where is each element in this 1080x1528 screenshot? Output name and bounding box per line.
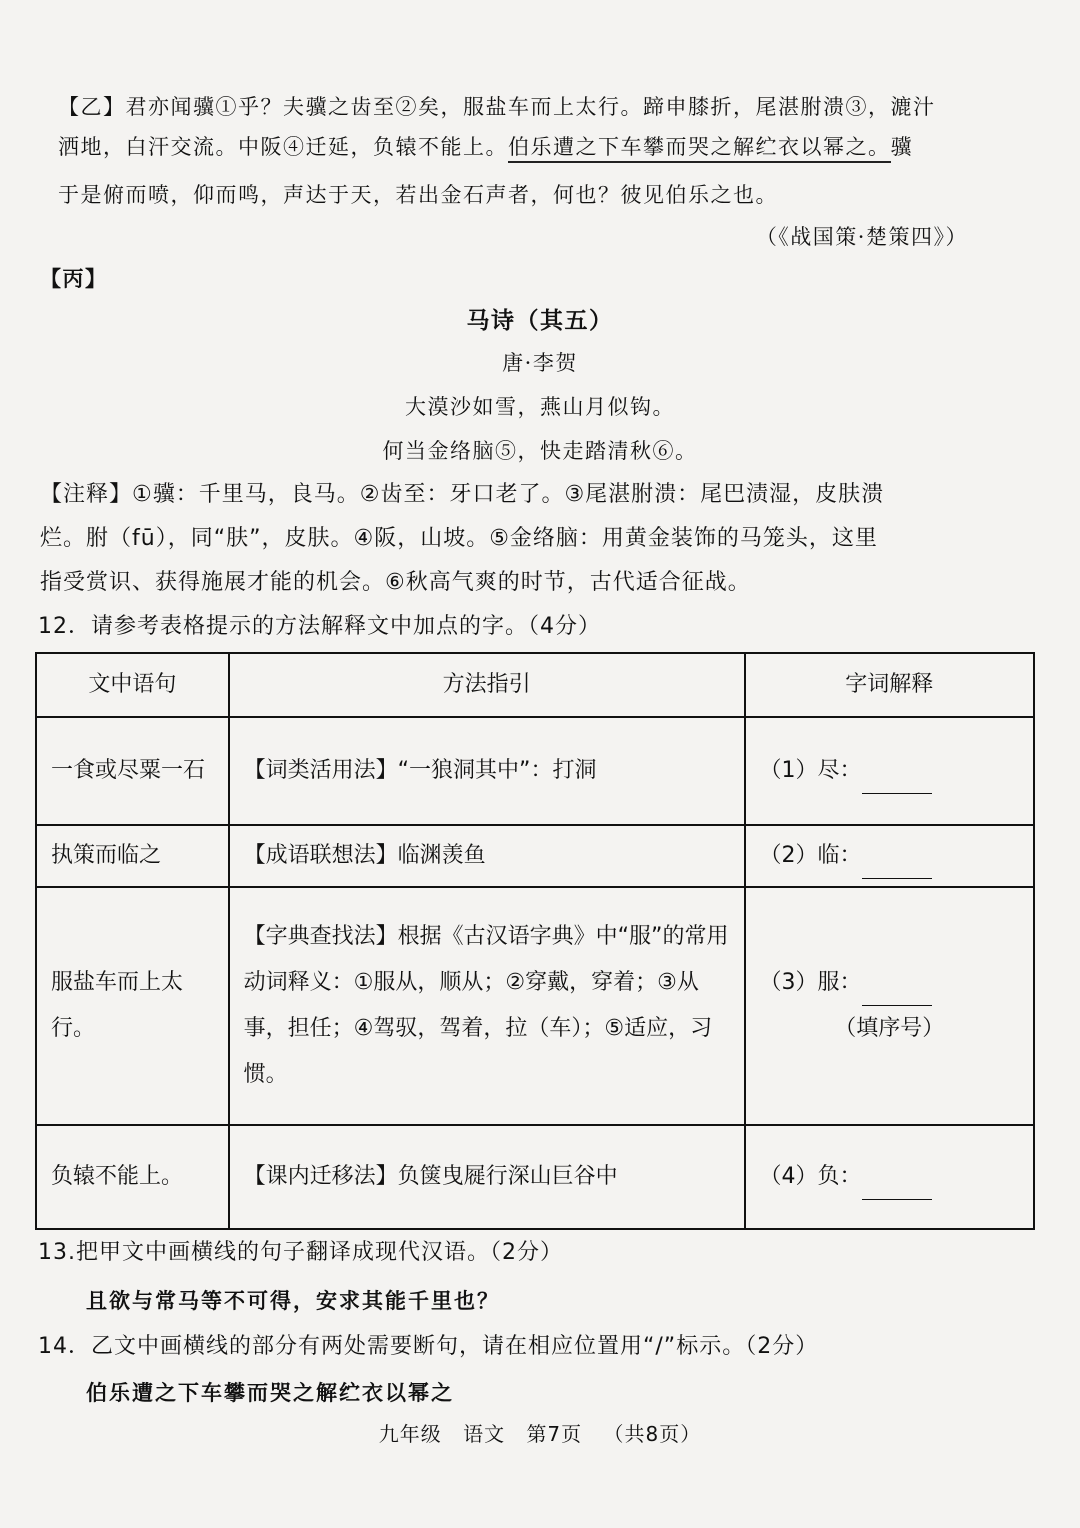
table-header-row: [36, 653, 1034, 717]
notes-line-3: 指受赏识、获得施展才能的机会。⑥秋高气爽的时节，古代适合征战。: [40, 570, 751, 595]
notes-line-2: 烂。胕（fū），同“肤”，皮肤。④阪，山坡。⑤金络脑：用黄金装饰的马笼头，这里: [40, 526, 878, 551]
table-row: [36, 1125, 1034, 1229]
question-13-sentence: 且欲与常马等不可得，安求其能千里也？: [86, 1288, 500, 1313]
cell-answer: [745, 717, 1034, 825]
question-14: 14．乙文中画横线的部分有两处需要断句，请在相应位置用“/”标示。（2分）: [38, 1334, 819, 1359]
passage-yi-line-2-end: 骥: [890, 135, 913, 159]
poem-line-1: 大漠沙如雪，燕山月似钩。: [405, 395, 675, 419]
cell-method: 【成语联想法】临渊羡鱼: [229, 825, 745, 887]
table-row: [36, 717, 1034, 825]
notes-line-1: 【注释】①骥：千里马，良马。②齿至：牙口老了。③尾湛胕溃：尾巴渍湿，皮肤溃: [40, 482, 885, 507]
header-explanation: 字词解释: [745, 653, 1034, 717]
answer-blank[interactable]: [862, 983, 932, 1006]
question-14-sentence: 伯乐遭之下车攀而哭之解纻衣以幂之: [86, 1380, 454, 1405]
header-sentence: 文中语句: [36, 653, 229, 717]
answer-label: （1）尽：: [759, 758, 862, 783]
answer-label: （3）服：: [759, 970, 862, 995]
poem-author: 唐·李贺: [502, 351, 578, 375]
question-13: 13.把甲文中画横线的句子翻译成现代汉语。（2分）: [38, 1240, 563, 1265]
cell-answer: [745, 1125, 1034, 1229]
passage-yi-source: （《战国策·楚策四》）: [755, 225, 968, 249]
cell-sentence: 执策而临之: [36, 825, 229, 887]
answer-label: （2）临：: [759, 843, 862, 868]
cell-sentence: 服盐车而上太行。: [36, 887, 229, 1125]
footer-subject: 语文: [463, 1422, 506, 1446]
question-12: 12．请参考表格提示的方法解释文中加点的字。（4分）: [38, 614, 601, 639]
cell-method: 【词类活用法】“一狼洞其中”：打洞: [229, 717, 745, 825]
answer-blank[interactable]: [862, 771, 932, 794]
answer-blank[interactable]: [862, 1177, 932, 1200]
table-row: [36, 825, 1034, 887]
passage-yi-line-1: 【乙】君亦闻骥①乎？夫骥之齿至②矣，服盐车而上太行。蹄申膝折，尾湛胕溃③，漉汁: [58, 95, 936, 119]
footer-page: 第7页: [526, 1422, 583, 1446]
answer-note: （填序号）: [834, 1016, 945, 1041]
page-footer: [0, 1418, 1080, 1447]
passage-yi-line-3: 于是俯而喷，仰而鸣，声达于天，若出金石声者，何也？彼见伯乐之也。: [58, 183, 778, 207]
method-table: [35, 652, 1035, 1230]
header-method: 方法指引: [229, 653, 745, 717]
passage-yi-line-2: [58, 132, 913, 162]
cell-answer: [745, 887, 1034, 1125]
cell-method: 【字典查找法】根据《古汉语字典》中“服”的常用动词释义：①服从，顺从；②穿戴，穿着；③从事，担任；④驾驭，驾着，拉（车）；⑤适应，习惯。: [229, 887, 745, 1125]
passage-yi-line-2-start: 洒地，白汗交流。中阪④迁延，负辕不能上。: [58, 135, 508, 159]
poem-line-2: 何当金络脑⑤，快走踏清秋⑥。: [382, 439, 698, 463]
cell-method: 【课内迁移法】负箧曳屣行深山巨谷中: [229, 1125, 745, 1229]
passage-bing-label: 【丙】: [40, 266, 108, 291]
answer-label: （4）负：: [759, 1164, 862, 1189]
cell-sentence: 一食或尽粟一石: [36, 717, 229, 825]
footer-grade: 九年级: [378, 1422, 442, 1446]
poem-title: 马诗（其五）: [466, 307, 614, 334]
underlined-sentence: 伯乐遭之下车攀而哭之解纻衣以幂之。: [508, 135, 891, 163]
cell-sentence: 负辕不能上。: [36, 1125, 229, 1229]
cell-answer: [745, 825, 1034, 887]
table-row: [36, 887, 1034, 1125]
footer-total: （共8页）: [603, 1422, 702, 1446]
answer-blank[interactable]: [862, 856, 932, 879]
